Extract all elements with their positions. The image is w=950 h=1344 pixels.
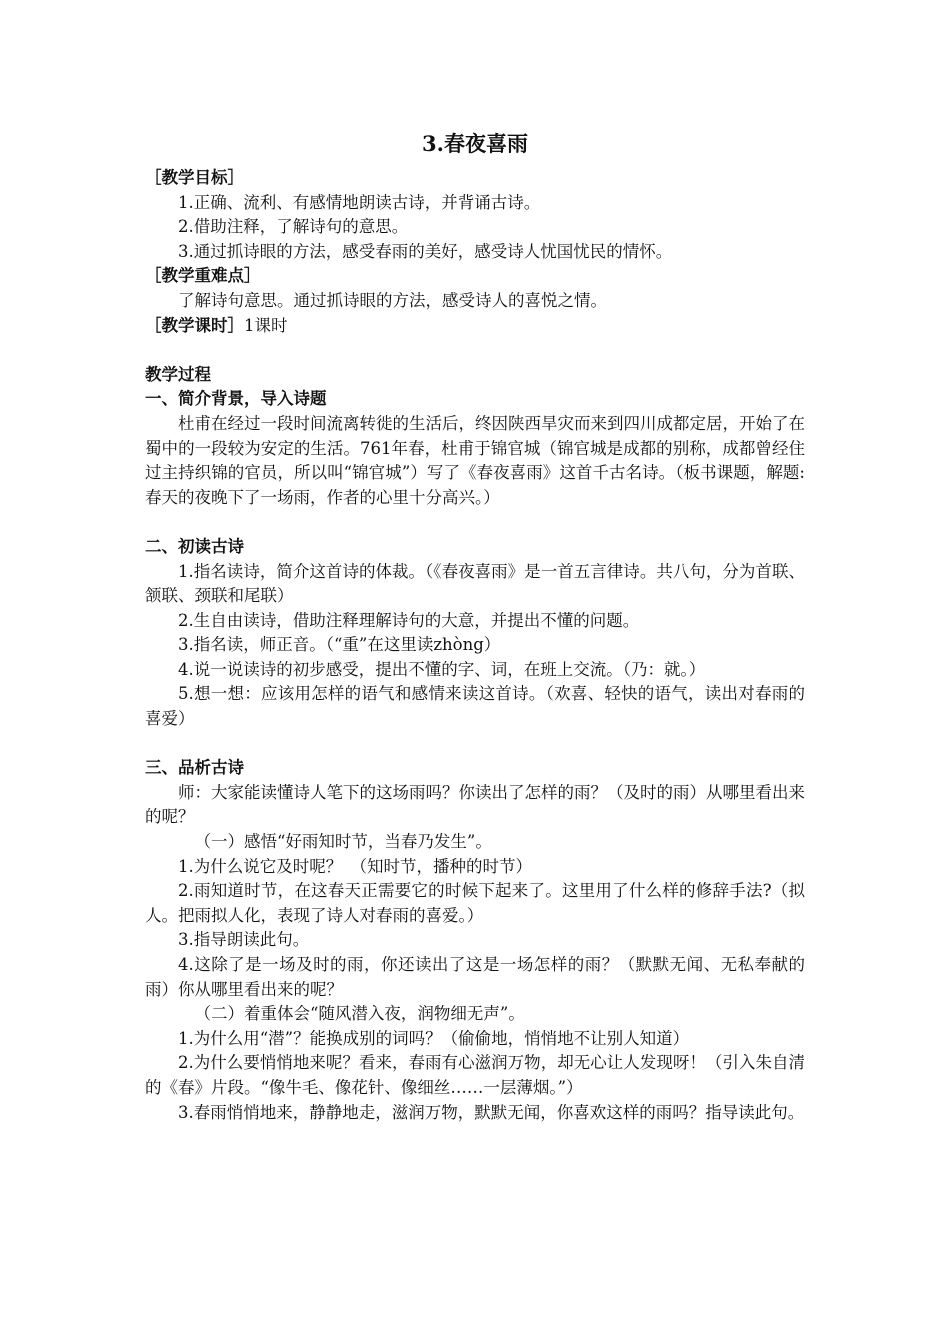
hours-heading: ［教学课时］ <box>145 315 244 335</box>
page-title: 3.春夜喜雨 <box>422 131 528 156</box>
section-3-heading: 三、品析古诗 <box>145 758 244 778</box>
spacer <box>145 338 805 363</box>
keypoints-text: 了解诗句意思。通过抓诗眼的方法，感受诗人的喜悦之情。 <box>178 290 607 310</box>
section-2-item: 2.生自由读诗，借助注释理解诗句的大意，并提出不懂的问题。 <box>178 610 640 630</box>
section-2-heading: 二、初读古诗 <box>145 536 244 556</box>
section-3-item: 3.指导朗读此句。 <box>178 930 310 950</box>
section-3-intro: 师：大家能读懂诗人笔下的这场雨吗？你读出了怎样的雨？（及时的雨）从哪里看出来的呢？ <box>145 782 805 827</box>
section-3-item: 1.为什么说它及时呢？ （知时节，播种的时节） <box>178 856 532 876</box>
section-2-item: 5.想一想：应该用怎样的语气和感情来读这首诗。（欢喜、轻快的语气，读出对春雨的喜爱） <box>145 684 805 729</box>
goals-heading: ［教学目标］ <box>145 168 244 187</box>
section-3-item: 2.雨知道时节，在这春天正需要它的时候下起来了。这里用了什么样的修辞手法?（拟人。把雨拟人化，表现了诗人对春雨的喜爱。） <box>145 881 805 925</box>
goal-item: 2.借助注释，了解诗句的意思。 <box>178 217 409 237</box>
spacer <box>145 510 805 535</box>
spacer <box>145 732 805 757</box>
section-2-item: 4.说一说读诗的初步感受，提出不懂的字、词，在班上交流。（乃：就。） <box>178 659 706 679</box>
section-3-item: 1.为什么用“潜”？能换成别的词吗？（偷偷地，悄悄地不让别人知道） <box>178 1028 690 1048</box>
section-3-item: 4.这除了是一场及时的雨，你还读出了这是一场怎样的雨？（默默无闻、无私奉献的雨）你从哪里看出来的呢？ <box>145 955 805 999</box>
document-page <box>145 124 805 1125</box>
process-heading: 教学过程 <box>145 364 211 384</box>
section-1-paragraph: 杜甫在经过一段时间流离转徙的生活后，终因陕西旱灾而来到四川成都定居，开始了在蜀中的一段较为安定的生活。761年春，杜甫于锦官城（锦官城是成都的别称，成都曾经住过主持织锦的官员，所以叫“锦官城”）写了《春夜喜雨》这首千古名诗。（板书课题，解题:春天的夜晚下了一场雨，作者的心里十分高兴。） <box>145 413 805 507</box>
section-3-item: 2.为什么要悄悄地来呢？看来，春雨有心滋润万物，却无心让人发现呀！（引入朱自清的《春》片段。“像牛毛、像花针、像细丝……一层薄烟。”） <box>145 1053 805 1097</box>
goal-item: 1.正确、流利、有感情地朗读古诗，并背诵古诗。 <box>178 192 541 212</box>
section-3-item: 3.春雨悄悄地来，静静地走，滋润万物，默默无闻，你喜欢这样的雨吗？指导读此句。 <box>178 1102 805 1122</box>
section-3-subheading-2: （二）着重体会“随风潜入夜，润物细无声”。 <box>194 1004 525 1024</box>
goal-item: 3.通过抓诗眼的方法，感受春雨的美好，感受诗人忧国忧民的情怀。 <box>178 241 673 261</box>
section-2-item: 1.指名读诗，简介这首诗的体裁。（《春夜喜雨》是一首五言律诗。共八句，分为首联、颔联、颈联和尾联） <box>145 561 805 606</box>
hours-line <box>145 314 805 339</box>
section-2-item: 3.指名读，师正音。（“重”在这里读zhòng） <box>178 635 501 655</box>
section-3-subheading-1: （一）感悟“好雨知时节，当春乃发生”。 <box>194 832 492 852</box>
keypoints-heading: ［教学重难点］ <box>145 266 261 286</box>
section-1-heading: 一、简介背景，导入诗题 <box>145 389 327 409</box>
hours-value: 1课时 <box>244 315 288 335</box>
